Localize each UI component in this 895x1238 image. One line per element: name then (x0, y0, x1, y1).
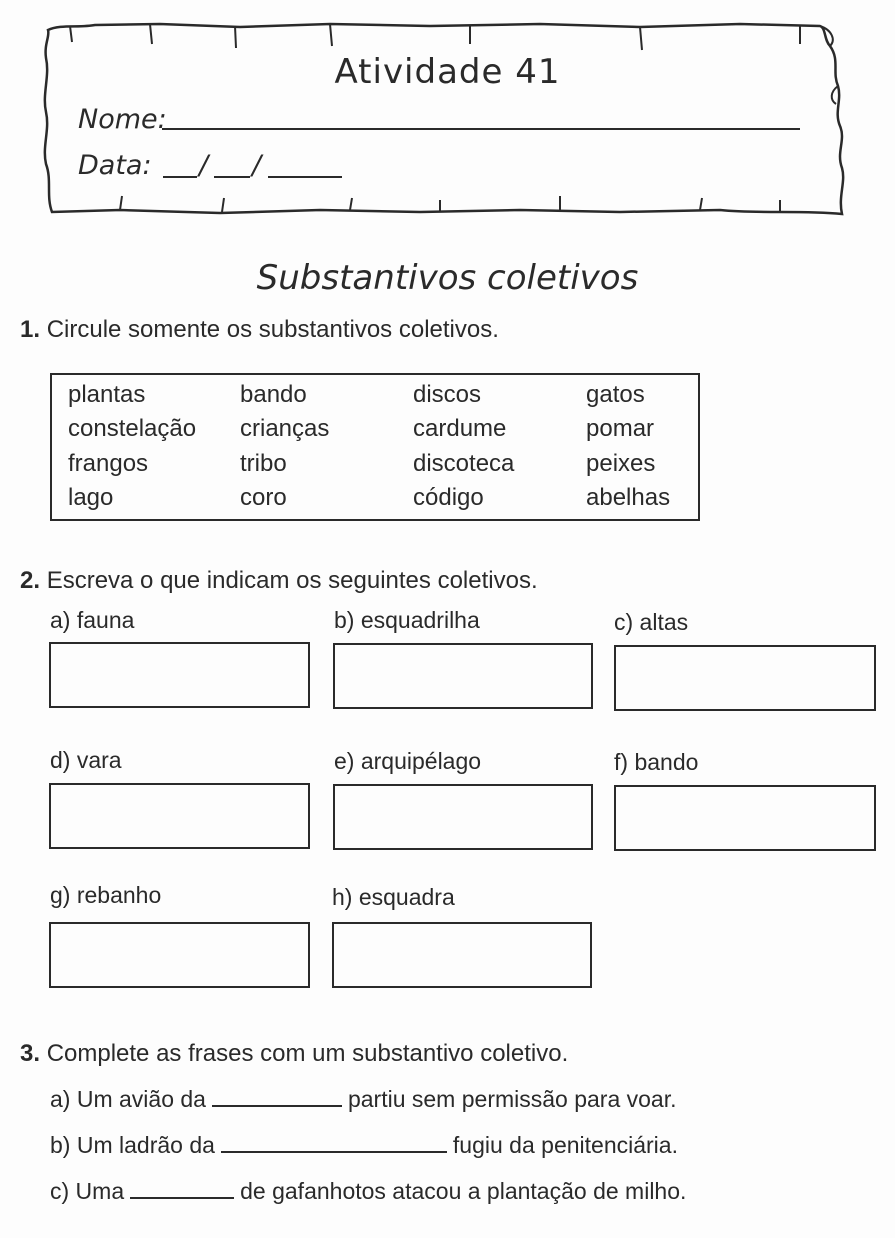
question-2 (20, 567, 538, 595)
sentence-text: de gafanhotos atacou a plantação de milho. (240, 1178, 687, 1204)
question-number: 1. (20, 316, 41, 343)
question-number: 2. (20, 567, 41, 594)
date-year-line[interactable] (268, 176, 342, 178)
collective-label: c) altas (614, 609, 689, 635)
question-number: 3. (20, 1040, 41, 1067)
word-item[interactable]: frangos (68, 450, 149, 477)
answer-box-b[interactable] (333, 643, 593, 709)
date-month-line[interactable] (214, 176, 250, 178)
word-item[interactable]: pomar (586, 415, 655, 442)
collective-label: b) esquadrilha (334, 607, 480, 633)
answer-box-f[interactable] (614, 785, 876, 851)
question-3 (20, 1040, 568, 1068)
fill-blank[interactable] (212, 1083, 342, 1107)
section-title: Substantivos coletivos (256, 258, 639, 298)
fill-blank[interactable] (130, 1175, 234, 1199)
fill-blank[interactable] (221, 1129, 447, 1153)
date-separator: / (252, 150, 262, 181)
collective-label: f) bando (614, 749, 699, 775)
word-item[interactable]: discoteca (413, 450, 515, 477)
sentence-a (50, 1083, 677, 1113)
word-item[interactable]: crianças (240, 415, 330, 442)
collective-label: h) esquadra (332, 884, 455, 910)
word-item[interactable]: tribo (240, 450, 287, 477)
answer-box-c[interactable] (614, 645, 876, 711)
date-label: Data: (78, 150, 152, 181)
answer-box-h[interactable] (332, 922, 592, 988)
collective-label: a) fauna (50, 607, 135, 633)
question-text: Circule somente os substantivos coletivos. (46, 316, 499, 343)
date-separator: / (199, 150, 209, 181)
name-line[interactable] (162, 128, 800, 130)
collective-label: d) vara (50, 747, 122, 773)
word-item[interactable]: plantas (68, 381, 146, 408)
word-item[interactable]: lago (68, 484, 114, 511)
worksheet-title: Atividade 41 (334, 52, 561, 92)
name-label: Nome: (78, 104, 167, 135)
word-item[interactable]: coro (240, 484, 287, 511)
word-item[interactable]: código (413, 484, 484, 511)
sentence-text: c) Uma (50, 1178, 125, 1204)
answer-box-a[interactable] (49, 642, 310, 708)
sentence-text: b) Um ladrão da (50, 1132, 215, 1158)
sentence-b (50, 1129, 678, 1159)
word-item[interactable]: discos (413, 381, 482, 408)
word-item[interactable]: abelhas (586, 484, 671, 511)
word-item[interactable]: constelação (68, 415, 197, 442)
answer-box-d[interactable] (49, 783, 310, 849)
date-day-line[interactable] (163, 176, 197, 178)
sentence-text: a) Um avião da (50, 1086, 206, 1112)
word-item[interactable]: gatos (586, 381, 645, 408)
answer-box-g[interactable] (49, 922, 310, 988)
word-item[interactable]: peixes (586, 450, 656, 477)
question-text: Escreva o que indicam os seguintes coletivos. (46, 567, 538, 594)
sentence-text: partiu sem permissão para voar. (347, 1086, 677, 1112)
collective-label: e) arquipélago (334, 748, 482, 774)
answer-box-e[interactable] (333, 784, 593, 850)
word-item[interactable]: cardume (413, 415, 507, 442)
question-1 (20, 316, 499, 344)
collective-label: g) rebanho (50, 882, 162, 908)
question-text: Complete as frases com um substantivo coletivo. (46, 1040, 569, 1067)
sentence-c (50, 1175, 686, 1205)
word-item[interactable]: bando (240, 381, 307, 408)
sentence-text: fugiu da penitenciária. (452, 1132, 678, 1158)
